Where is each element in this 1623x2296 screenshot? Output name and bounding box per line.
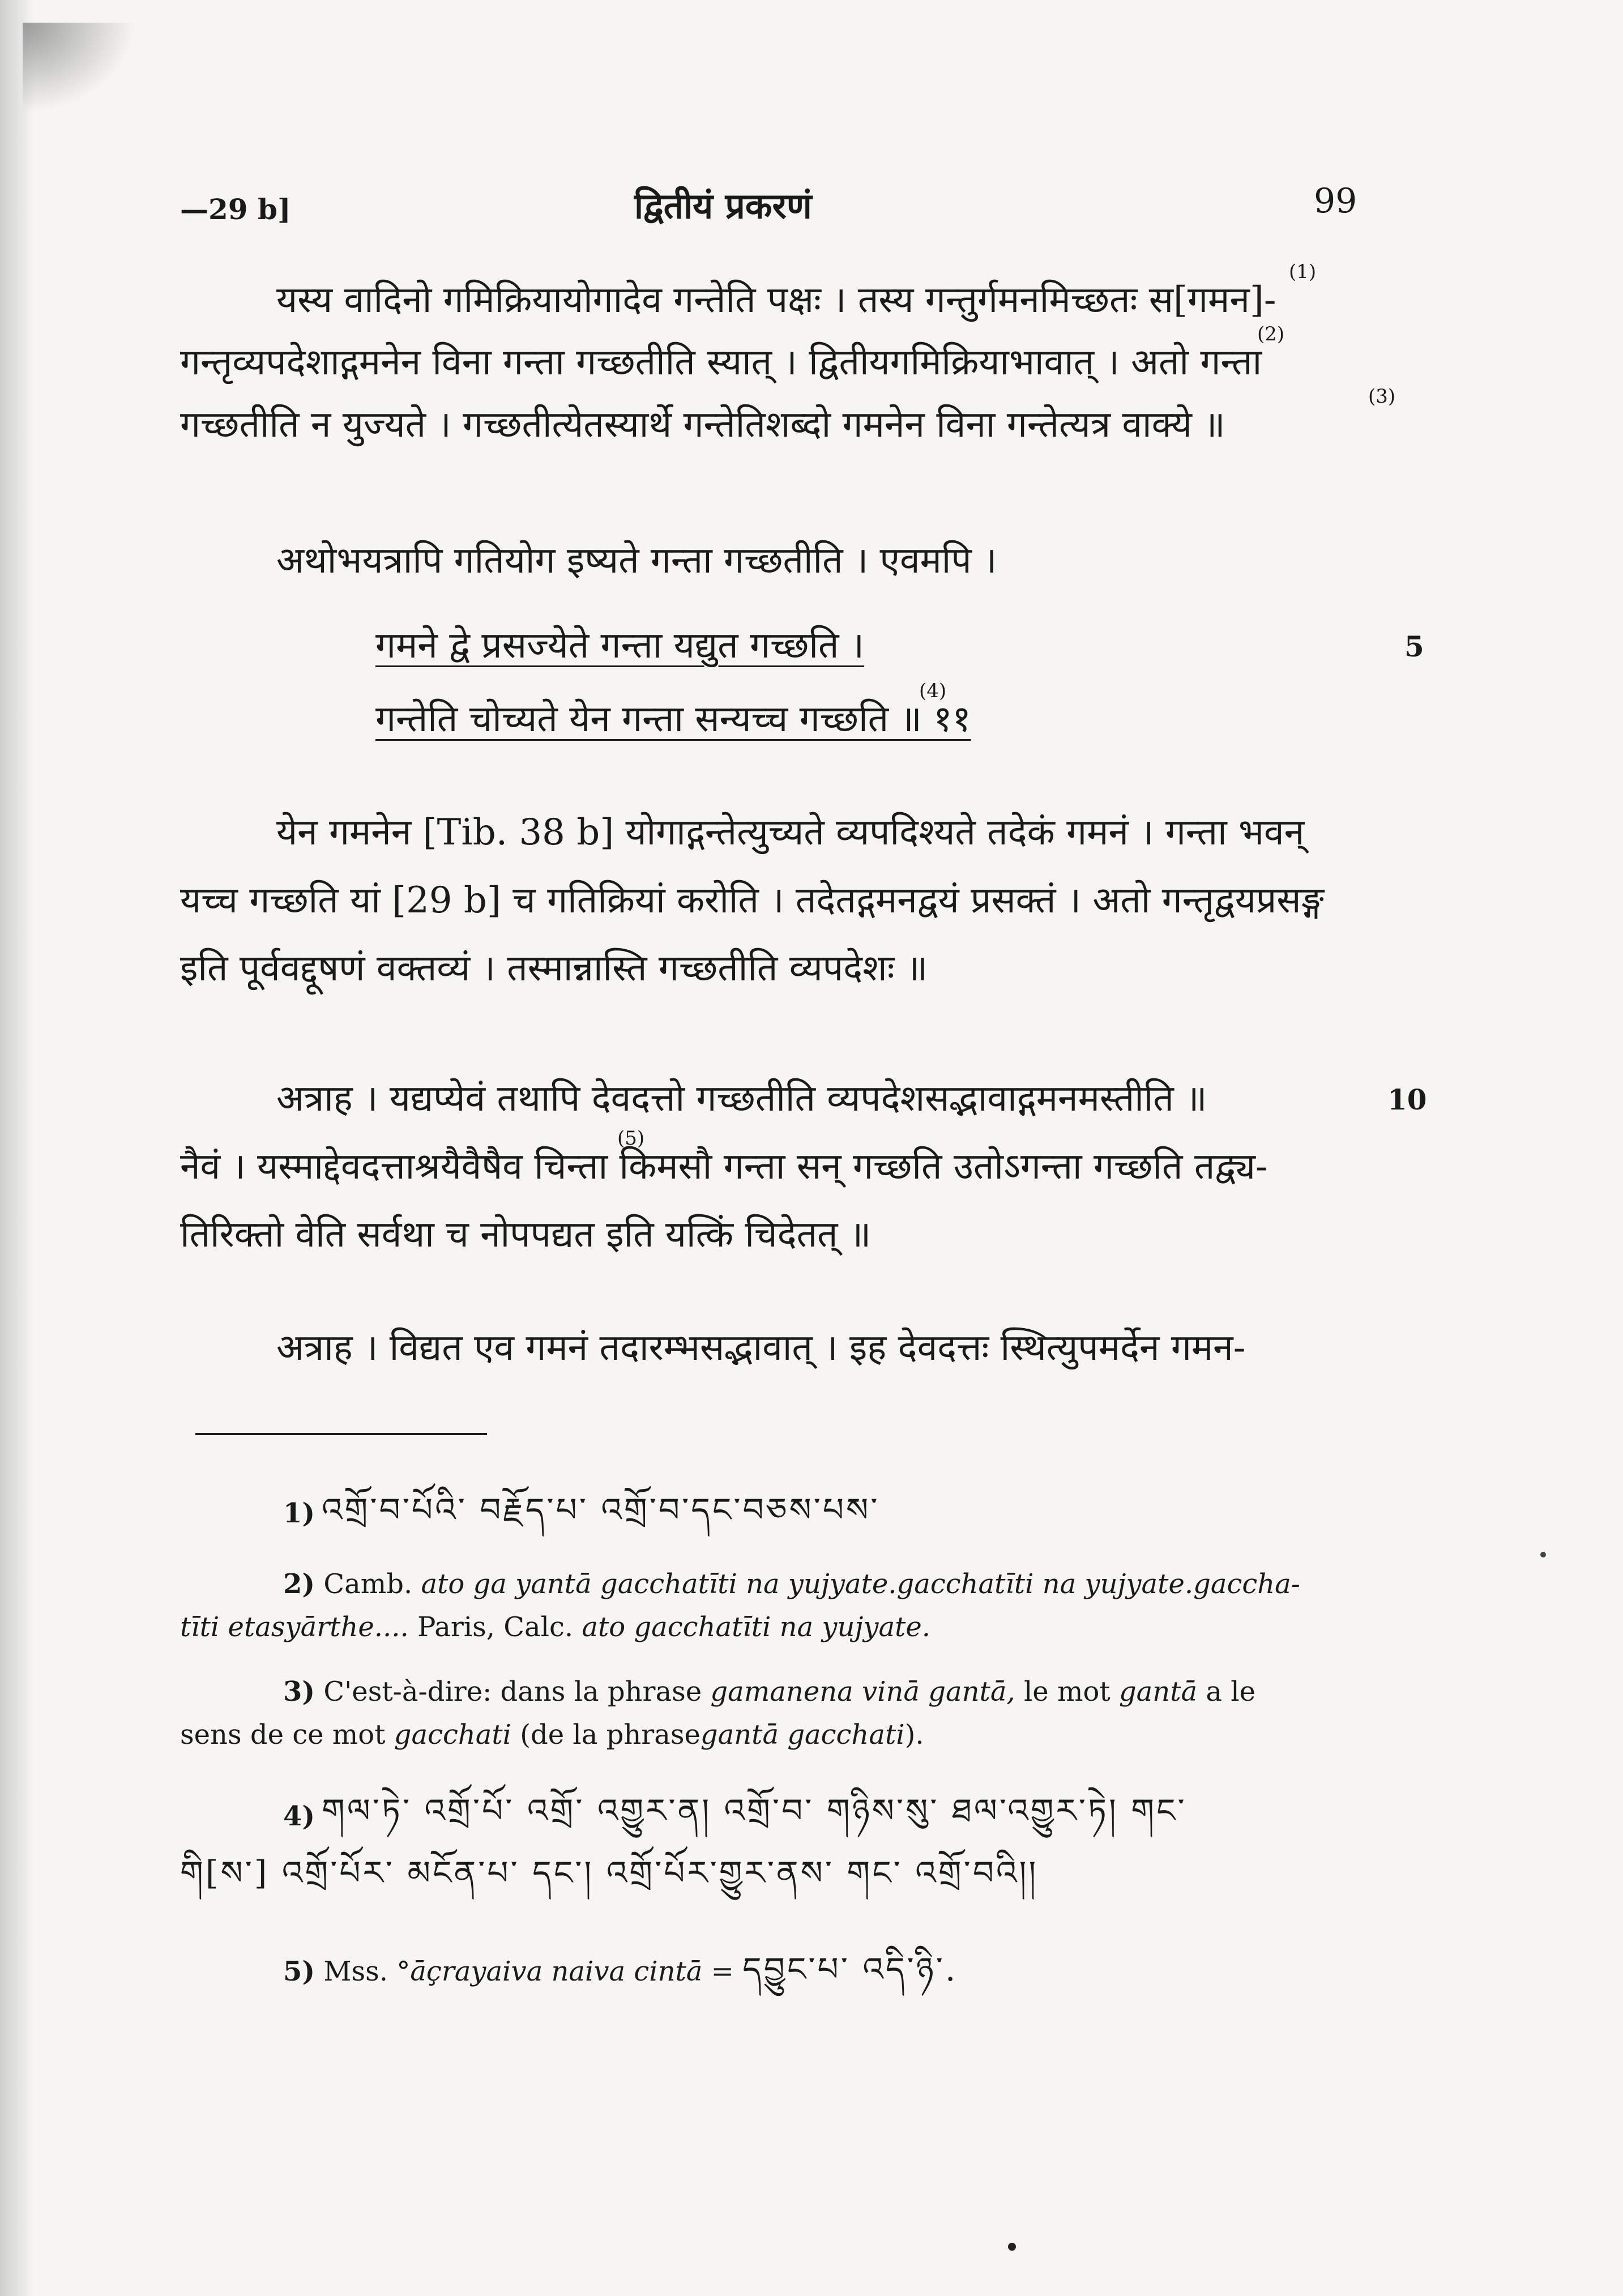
line-number: 5	[1404, 630, 1424, 663]
footnote-text: a le	[1206, 1676, 1256, 1708]
footnote-mark-3: (3)	[1368, 385, 1396, 408]
footnote-number: 1)	[283, 1497, 315, 1529]
footnote-separator	[195, 1433, 487, 1435]
tibetan-text: འགྲོ་བ་པོའི་ བརྗོད་པ་ འགྲོ་བ་དང་བཅས་པས་	[322, 1491, 880, 1529]
text-line: यस्य वादिनो गमिक्रियायोगादेव गन्तेति पक्षः । तस्य गन्तुर्गमनमिच्छतः स[गमन]-	[276, 279, 1276, 321]
footnote-3	[180, 1671, 1415, 1761]
footnote-italic: gamanena vinā gantā,	[710, 1676, 1015, 1708]
footnote-number: 5)	[283, 1956, 315, 1987]
line-number: 10	[1387, 1083, 1427, 1116]
footnote-italic: gacchati	[394, 1719, 512, 1751]
page-number: 99	[1314, 181, 1357, 221]
footnote-italic: ato gacchatīti na yujyate.	[582, 1611, 931, 1643]
footnote-mark-5: (5)	[617, 1127, 645, 1150]
text-line: यच्च गच्छति यां [29 b] च गतिक्रियां करोति । तदेतद्गमनद्वयं प्रसक्तं । अतो गन्तृद्वयप्रसङ्ग	[180, 880, 1325, 921]
text-line: अत्राह । यद्यप्येवं तथापि देवदत्तो गच्छतीति व्यपदेशसद्भावाद्गमनमस्तीति ॥	[276, 1078, 1207, 1120]
paragraph-1	[180, 249, 1396, 453]
footnote-text: (de la phrase	[520, 1719, 701, 1751]
text-line: येन गमनेन [Tib. 38 b] योगाद्गन्तेत्युच्यते व्यपदिश्यते तदेकं गमनं । गन्ता भवन्	[276, 812, 1305, 853]
verse-line: गन्तेति चोच्यते येन गन्ता सन्यच्च गच्छति ॥ ११	[375, 698, 971, 740]
footnote-text: Paris, Calc.	[417, 1611, 574, 1643]
footnote-2	[180, 1563, 1415, 1654]
verse-line: गमने द्वे प्रसज्येते गन्ता यद्युत गच्छति ।	[375, 625, 865, 667]
header-reference: —29 b]	[180, 193, 291, 226]
footnote-italic: ato ga yantā gacchatīti na yujyate.gacchatīti na yujyate.gaccha-	[421, 1568, 1300, 1600]
footnote-4	[180, 1790, 1415, 1920]
tibetan-text: དབྱུང་པ་ འདི་ཉི་.	[742, 1950, 958, 1988]
footnote-mark-4: (4)	[919, 680, 947, 702]
text-line: इति पूर्ववद्दूषणं वक्तव्यं । तस्मान्नास्ति गच्छतीति व्यपदेशः ॥	[180, 948, 928, 989]
ink-speck	[1540, 1552, 1546, 1557]
footnote-text: le mot	[1023, 1676, 1111, 1708]
text-line: अत्राह । विद्यत एव गमनं तदारम्भसद्भावात् । इह देवदत्तः स्थित्युपमर्देन गमन-	[276, 1327, 1246, 1369]
footnote-text: C'est-à-dire: dans la phrase	[323, 1676, 702, 1708]
footnote-mark-1: (1)	[1289, 261, 1317, 283]
footnote-italic: gantā	[1118, 1676, 1198, 1708]
footnote-italic: gantā gacchati	[700, 1719, 905, 1751]
paragraph-3	[180, 804, 1392, 1008]
footnote-number: 3)	[283, 1676, 315, 1708]
footnote-text: Mss.	[323, 1956, 388, 1987]
footnote-italic: °āçrayaiva naiva cintā	[396, 1956, 703, 1987]
scan-shadow	[0, 0, 34, 2296]
footnote-text: Camb.	[323, 1568, 413, 1600]
verse-block	[180, 617, 1392, 753]
footnote-number: 2)	[283, 1568, 315, 1600]
tibetan-text: གི[ས་] འགྲོ་པོར་ མངོན་པ་ དང་། འགྲོ་པོར་གྱུར་ནས་ གང་ འགྲོ་བའི།།	[180, 1854, 1039, 1892]
footnote-number: 4)	[283, 1800, 315, 1832]
tibetan-text: གལ་ཏེ་ འགྲོ་པོ་ འགྲོ་ འགྱུར་ན། འགྲོ་བ་ གཉིས་སུ་ ཐལ་འགྱུར་ཏེ། གང་	[322, 1791, 1187, 1830]
ink-speck	[1008, 2243, 1016, 2251]
paragraph-2	[180, 532, 1392, 595]
footnote-italic: tīti etasyārthe....	[180, 1611, 409, 1643]
footnote-text: =	[711, 1956, 734, 1987]
paragraph-5	[180, 1320, 1392, 1382]
footnote-text: sens de ce mot	[180, 1719, 386, 1751]
text-line: नैवं । यस्माद्देवदत्ताश्रयैवैषैव चिन्ता किमसौ गन्ता सन् गच्छति उतोऽगन्ता गच्छति तद्व्य-	[180, 1146, 1268, 1188]
scan-corner-smudge	[23, 23, 136, 113]
running-header	[0, 181, 1623, 238]
chapter-title: द्वितीयं प्रकरणं	[634, 185, 812, 227]
text-line: तिरिक्तो वेति सर्वथा च नोपपद्यत इति यत्किं चिदेतत् ॥	[180, 1214, 872, 1256]
paragraph-4	[180, 1070, 1392, 1274]
footnote-text: ).	[904, 1719, 924, 1751]
footnote-mark-2: (2)	[1257, 323, 1285, 345]
text-line: गन्तृव्यपदेशाद्गमनेन विना गन्ता गच्छतीति स्यात् । द्वितीयगमिक्रियाभावात् । अतो गन्ता	[180, 342, 1262, 383]
text-line: अथोभयत्रापि गतियोग इष्यते गन्ता गच्छतीति । एवमपि ।	[276, 540, 997, 582]
text-line: गच्छतीति न युज्यते । गच्छतीत्येतस्यार्थे गन्तेतिशब्दो गमनेन विना गन्तेत्यत्र वाक्ये ॥	[180, 404, 1225, 446]
